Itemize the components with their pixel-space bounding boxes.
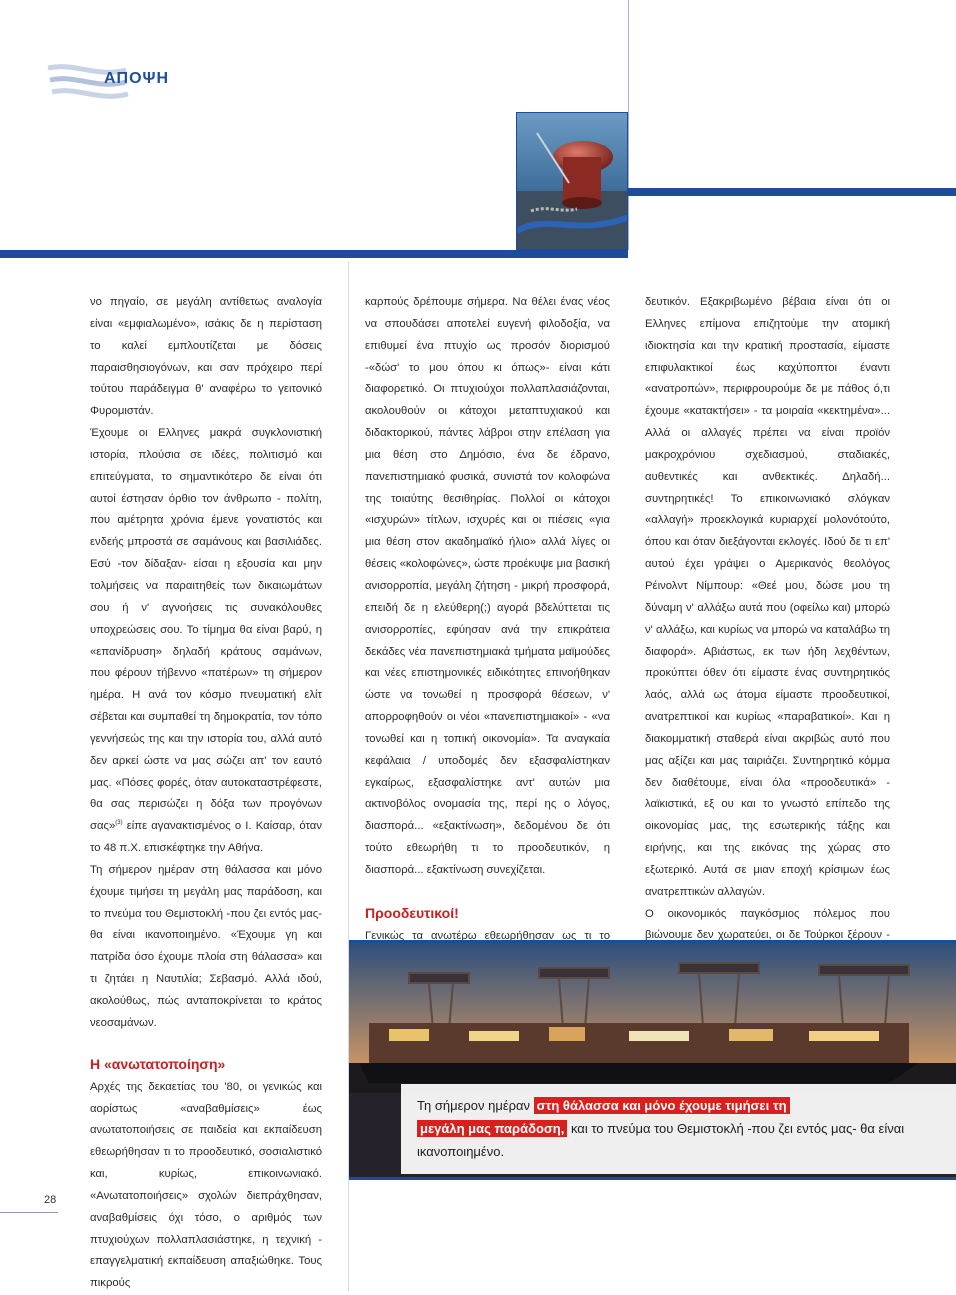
paragraph: δευτικόν. Εξακριβωμένο βέβαια είναι ότι οι Ελληνες επίμονα επιζητούμε την ατομική ιδιοκτησία και την κρατική προστασία, είμαστε επιφυλακτικοί έως καχύποπτοι έναντι «ανατροπών», περιφρουρούμε δε με πάθος ό,τι έχουμε «κατακτήσει» - τα μοιραία «κεκτημένα»... Αλλά οι αλλαγές πρέπει να είναι προϊόν μακροχρόνιου σχεδιασμού, σταδιακές, αυθεντικές και ανθεκτικές. Δηλαδή... συντηρητικές! Το επικοινωνιακό σλόγκαν «αλλαγή» προεκλογικά κυριαρχεί μολονότούτο, όπου και όταν διεξάγονται εκλογές. Ιδού δε τι επ' αυτού έχει γράψει ο Αμερικανός θεολόγος Ρέινολντ Νίμπουρ: «Θεέ μου, δώσε μου τη δύναμη ν' αλλάξω αυτά που (οφείλω και) μπορώ ν' αλλάξω, και κυρίως να μπορώ να καταλάβω τη διαφορά». Αβιάστως, εκ των ήδη λεχθέντων, προκύπτει όθεν ότι είμαστε ένας συντηρητικός λαός, αλλά ως άτομα είμαστε προοδευτικοί, ανατρεπτικοί και κυρίως «παραβατικοί». Και η διακομματική σταθερά είναι ακριβώς αυτό που μας αξίζει και μας ταιριάζει. Συντηρητικό κόμμα δεν διαθέτουμε, είναι όλα «προοδευτικά» - λαϊκιστικά, εξ ου και το γνωστό επίπεδο της οικονομίας μας, της εσωτερικής τάξης και ειρήνης, και της εικόνας της χώρας στο εξωτερικό. Αυτά σε μιαν εποχή κρίσιμων έως ανατρεπτικών αλλαγών. xyxy=(645,296,890,898)
paragraph: Αρχές της δεκαετίας του '80, οι γενικώς και αορίστως «αναβαθμίσεις» έως ανωτατοποιήσεις σε παιδεία και εκπαίδευση εθεωρήθησαν τι το προοδευτικό, σοσιαλιστικό και, κυρίως, επικοινωνιακό. «Ανωτατοποιήσεις» σχολών διεπράχθησαν, αναβαθμίσεις όχι τόσο, ο αριθμός των πτυχιούχων πολλαπλασιάστηκε, η τεχνική - επαγγελματική εκπαίδευση απαξιώθηκε. Τους πικρούς xyxy=(90,1080,322,1290)
pull-quote-text: Τη σήμερον ημέραν στη θάλασσα και μόνο έχουμε τιμήσει τη μεγάλη μας παράδοση, και το πνεύμα του Θεμιστοκλή -που ζει εντός μας- θα είναι ικανοποιημένο. xyxy=(417,1098,905,1159)
quote-highlight: μεγάλη μας παράδοση, xyxy=(417,1120,567,1137)
page-number-rule xyxy=(0,1212,58,1213)
section-label: ΑΠΟΨΗ xyxy=(104,70,170,87)
page-number: 28 xyxy=(44,1194,57,1206)
paragraph: Έχουμε οι Ελληνες μακρά συγκλονιστική ιστορία, πλούσια σε ιδέες, πολιτισμό και επιτεύγματα, το σημαντικότερο δε είναι ότι αυτοί έστησαν όρθιο τον άνθρωπο - πολίτη, που αμέτρητα χρόνια έμενε γονατιστός και ενδεής μπροστά σε σαμάνους και βασιλιάδες. Εσύ -τον δίδαξαν- είσαι η εξουσία και μην τολμήσεις να παραιτηθείς των δικαιωμάτων σου ή ν' αγνοήσεις τις συνακόλουθες υποχρεώσεις σου. Το τίμημα θα είναι βαρύ, η «επανίδρυση» δηλαδή κράτους σαμάνων, που φέρουν τήβεννο «πατέρων» τη σήμερον ημέρα. Η ανά τον κόσμο πνευματική ελίτ σέβεται και συμπαθεί τη δημοκρατία, τον τόπο γεννήσεώς της και την ιστορία του, αλλά αυτό δεν αρκεί ώστε να μας σώζει απ' τον εαυτό μας. «Πόσες φορές, όταν αυτοκαταστρέφεστε, θα σας περισώζει η δόξα των προγόνων σας»$^{(3)}$ είπε αγανακτισμένος ο Ι. Καίσαρ, όταν το 48 π.Χ. επισκέφτηκε την Αθήνα. xyxy=(90,427,322,855)
pull-quote xyxy=(401,1084,956,1174)
paragraph: νο πηγαίο, σε μεγάλη αντίθετως αναλογία είναι «εμφιαλωμένο», ισάκις δε η περίσταση το καλεί εμπλουτίζεται με δόσεις παραισθησιογόνων, και σαν πρόχειρο περί τούτου παράδειγμα θ' αναφέρω το γειτονικό Φυρομιστάν. xyxy=(90,296,322,418)
bollard-photo xyxy=(516,112,628,250)
quote-highlight: στη θάλασσα και μόνο έχουμε τιμήσει τη xyxy=(534,1097,790,1114)
paragraph: Γενικώς τα ανωτέρω εθεωρήθησαν ως τι το xyxy=(365,929,610,942)
paragraph: Τη σήμερον ημέραν στη θάλασσα και μόνο έχουμε τιμήσει τη μεγάλη μας παράδοση, και το πνεύμα του Θεμιστοκλή -που ζει εντός μας- θα είναι ικανοποιημένο. «Έχουμε γη και πατρίδα όσο έχουμε πλοία στη θάλασσα» και τι ζητάει η Ναυτιλία; Σεβασμό. Αλλά ιδού, ακολούθως, πώς ανταποκρίνεται το κράτος νεοσαμάνων. xyxy=(90,863,322,1029)
footnote-marker: (3) xyxy=(115,820,123,827)
header-bar-left xyxy=(0,250,628,258)
paragraph: Ο οικονομικός παγκόσμιος πόλεμος που βιώνουμε δεν χωρατεύει, οι δε Τούρκοι ξέρουν - xyxy=(645,907,890,942)
text-column-2 xyxy=(365,292,610,969)
header-bar-right xyxy=(628,188,956,196)
paragraph: καρπούς δρέπουμε σήμερα. Να θέλει ένας νέος να σπουδάσει αποτελεί ευγενή φιλοδοξία, να επιθυμεί ένα πτυχίο ως προσόν διορισμού -«δώσ' το μου όπου κι όπως»- είναι κάτι διαφορετικό. Οι πτυχιούχοι πολλαπλασιάζονται, ακολουθούν οι κάτοχοι μεταπτυχιακού και διδακτορικού, πάντες λάβροι στην επέλαση για μια θέση στο Δημόσιο, ένα δε έδρανο, πανεπιστημιακό φυσικά, συνιστά τον κολοφώνα της τοιαύτης θεσιθηρίας. Πολλοί οι κάτοχοι «ισχυρών» τίτλων, ισχυρές και οι πιέσεις «για μια θέση στον ακαδημαϊκό ήλιο» αλλά λίγες οι θέσεις «κολοφώνες», ώστε προέκυψε μια βασική ανισορροπία, μεγάλη ζήτηση - μικρή προσφορά, επειδή δε η ελεύθερη(;) αγορά βδελύττεται τις ανισορροπίες, εφύησαν ανά την επικράτεια δεκάδες νέα πανεπιστημιακά τμήματα μαϊμούδες και νέες επιστημονικές ειδικότητες επινοήθηκαν ώστε να τονωθεί η προσφορά θέσεων, ν' απορροφηθούν οι νέοι «πανεπιστημιακοί» - «να τονωθεί και η τοπική οικονομία». Τα αναγκαία κεφάλαια / υποδομές δεν εξασφαλίστηκαν εγκαίρως, εξασφαλίστηκε αντ' αυτών μια ακτινοβόλος ονομασία της, περί ης ο λόγος, διασπορά... «εξακτίνωση», δεδομένου δε ότι τούτο εθεωρήθη τι το προοδευτικόν, η διασπορά... εξακτίνωση συνεχίζεται. xyxy=(365,296,610,876)
vertical-rule-top xyxy=(628,0,629,250)
subheading: Η «ανωτατοποίηση» xyxy=(90,1055,226,1072)
subheading: Προοδευτικοί! xyxy=(365,904,459,921)
text-column-1 xyxy=(90,292,322,1295)
text-column-3 xyxy=(645,292,890,991)
